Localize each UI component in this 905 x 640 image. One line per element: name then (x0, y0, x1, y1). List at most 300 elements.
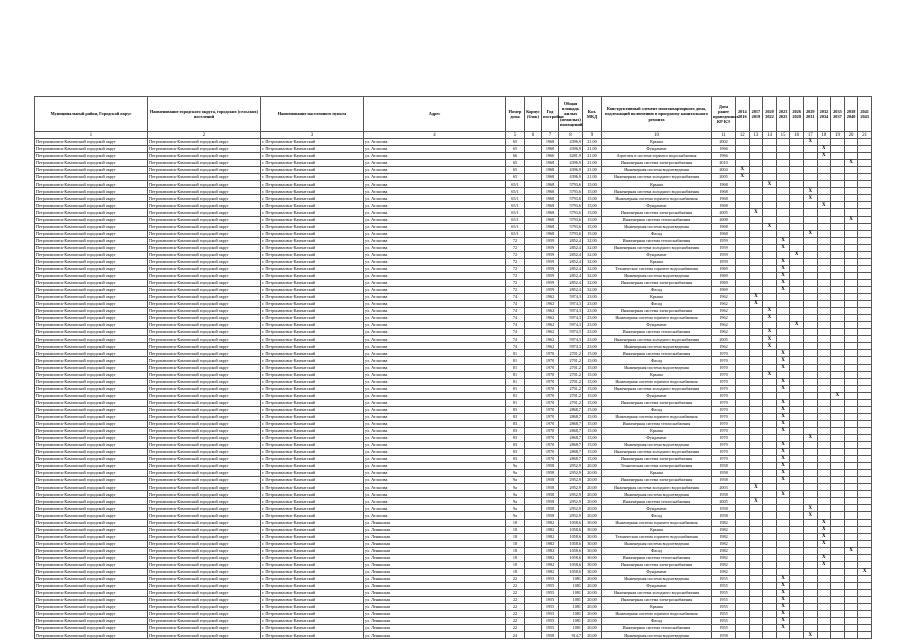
period-cell (817, 265, 831, 272)
settlement-cell: Петропавловск-Камчатский городской округ (148, 343, 261, 350)
element-cell: Фасад (602, 230, 712, 237)
period-cell (749, 512, 763, 519)
period-cell (831, 406, 845, 413)
element-cell: Фундамент (602, 392, 712, 399)
period-cell (763, 604, 777, 611)
period-cell (803, 575, 817, 582)
year-cell: 1955 (542, 625, 559, 632)
element-cell: Инженерная система электроснабжения (602, 561, 712, 568)
period-cell (858, 251, 872, 258)
element-cell: Крыша (602, 258, 712, 265)
locality-cell: г. Петропавловск-Камчатский (261, 540, 364, 547)
year-cell: 1962 (542, 343, 559, 350)
period-cell (790, 427, 804, 434)
period-cell (803, 364, 817, 371)
period-cell (817, 484, 831, 491)
count-cell: 15,00 (583, 181, 602, 188)
period-cell (817, 286, 831, 293)
year-cell: 1962 (542, 322, 559, 329)
block-cell (525, 604, 542, 611)
period-cell (736, 294, 750, 301)
period-cell (736, 258, 750, 265)
period-cell (749, 399, 763, 406)
area-cell: 2868,7 (559, 434, 583, 441)
column-number: 10 (602, 132, 712, 139)
district-cell: Петропавловск-Камчатский городской округ (35, 216, 148, 223)
block-cell (525, 202, 542, 209)
period-mark: X (763, 371, 777, 378)
address-cell: ул. Атласова (364, 209, 506, 216)
period-mark: X (803, 512, 817, 519)
period-cell (831, 512, 845, 519)
period-cell (844, 188, 858, 195)
period-cell (736, 322, 750, 329)
period-cell (790, 139, 804, 146)
prior-date-cell: 1970 (712, 406, 736, 413)
period-cell (844, 357, 858, 364)
year-cell: 1955 (542, 618, 559, 625)
period-cell (749, 477, 763, 484)
house-cell: 65/1 (506, 216, 525, 223)
prior-date-cell: 1968 (712, 181, 736, 188)
district-cell: Петропавловск-Камчатский городской округ (35, 625, 148, 632)
year-cell: 1970 (542, 413, 559, 420)
element-cell: Крыша (602, 181, 712, 188)
district-cell: Петропавловск-Камчатский городской округ (35, 568, 148, 575)
block-cell (525, 597, 542, 604)
period-cell (790, 505, 804, 512)
year-cell: 1962 (542, 315, 559, 322)
house-cell: 65 (506, 167, 525, 174)
house-cell: 9а (506, 505, 525, 512)
period-mark: X (776, 582, 790, 589)
year-cell: 1970 (542, 449, 559, 456)
district-cell: Петропавловск-Камчатский городской округ (35, 343, 148, 350)
period-cell (749, 315, 763, 322)
period-mark: X (803, 434, 817, 441)
locality-cell: г. Петропавловск-Камчатский (261, 526, 364, 533)
address-cell: ул. Атласова (364, 336, 506, 343)
period-cell (858, 244, 872, 251)
locality-cell: г. Петропавловск-Камчатский (261, 308, 364, 315)
period-cell (844, 195, 858, 202)
period-cell (858, 167, 872, 174)
district-cell: Петропавловск-Камчатский городской округ (35, 470, 148, 477)
period-cell (776, 329, 790, 336)
period-cell (790, 286, 804, 293)
period-cell (858, 399, 872, 406)
area-cell: 2701,2 (559, 371, 583, 378)
area-cell: 4396,9 (559, 174, 583, 181)
period-cell (736, 392, 750, 399)
element-cell: Фасад (602, 286, 712, 293)
year-cell: 1959 (542, 244, 559, 251)
house-cell: 81 (506, 399, 525, 406)
block-cell (525, 181, 542, 188)
table-row (35, 413, 872, 420)
period-cell (831, 301, 845, 308)
table-row (35, 456, 872, 463)
count-cell: 21,00 (583, 139, 602, 146)
table-row (35, 582, 872, 589)
area-cell: 1081 (559, 597, 583, 604)
district-cell: Петропавловск-Камчатский городской округ (35, 582, 148, 589)
block-cell (525, 470, 542, 477)
period-cell (736, 526, 750, 533)
period-cell (844, 146, 858, 153)
settlement-cell: Петропавловск-Камчатский городской округ (148, 413, 261, 420)
prior-date-cell: 2005 (712, 174, 736, 181)
block-cell (525, 223, 542, 230)
period-cell (763, 533, 777, 540)
column-number: 15 (776, 132, 790, 139)
period-mark: X (776, 378, 790, 385)
period-cell (776, 512, 790, 519)
column-number-row (35, 132, 872, 139)
period-cell (858, 519, 872, 526)
year-cell: 1970 (542, 456, 559, 463)
period-cell (736, 378, 750, 385)
period-cell (831, 209, 845, 216)
period-cell (844, 167, 858, 174)
settlement-cell: Петропавловск-Камчатский городской округ (148, 195, 261, 202)
block-cell (525, 244, 542, 251)
header-address: Адрес (364, 97, 506, 132)
period-cell (844, 470, 858, 477)
period-cell (844, 442, 858, 449)
prior-date-cell: 1968 (712, 195, 736, 202)
house-cell: 65 (506, 139, 525, 146)
district-cell: Петропавловск-Камчатский городской округ (35, 364, 148, 371)
period-cell (749, 420, 763, 427)
locality-cell: г. Петропавловск-Камчатский (261, 533, 364, 540)
district-cell: Петропавловск-Камчатский городской округ (35, 350, 148, 357)
prior-date-cell: 1955 (712, 618, 736, 625)
period-cell (736, 230, 750, 237)
address-cell: ул. Ленинская (364, 568, 506, 575)
period-mark: X (817, 153, 831, 160)
period-cell (803, 420, 817, 427)
district-cell: Петропавловск-Камчатский городской округ (35, 336, 148, 343)
period-cell (858, 385, 872, 392)
period-cell (858, 301, 872, 308)
area-cell: 5974,3 (559, 308, 583, 315)
period-cell (831, 364, 845, 371)
element-cell: Крыша (602, 604, 712, 611)
period-cell (776, 146, 790, 153)
period-cell (817, 392, 831, 399)
period-cell (749, 336, 763, 343)
area-cell: 5974,3 (559, 315, 583, 322)
period-cell (776, 519, 790, 526)
house-cell: 65/1 (506, 181, 525, 188)
count-cell: 23,00 (583, 308, 602, 315)
period-cell (763, 251, 777, 258)
period-cell (817, 181, 831, 188)
district-cell: Петропавловск-Камчатский городской округ (35, 618, 148, 625)
table-row (35, 392, 872, 399)
year-cell: 1962 (542, 301, 559, 308)
locality-cell: г. Петропавловск-Камчатский (261, 258, 364, 265)
year-cell: 1968 (542, 223, 559, 230)
period-cell (858, 575, 872, 582)
period-cell (736, 561, 750, 568)
year-cell: 1968 (542, 167, 559, 174)
block-cell (525, 611, 542, 618)
block-cell (525, 427, 542, 434)
period-cell (749, 223, 763, 230)
period-cell (858, 265, 872, 272)
period-cell (736, 385, 750, 392)
period-cell (736, 265, 750, 272)
period-cell (817, 442, 831, 449)
year-cell: 1970 (542, 434, 559, 441)
period-cell (749, 392, 763, 399)
period-cell (776, 371, 790, 378)
locality-cell: г. Петропавловск-Камчатский (261, 568, 364, 575)
period-cell (831, 244, 845, 251)
table-row (35, 399, 872, 406)
period-cell (803, 209, 817, 216)
element-cell: Инженерная система горячего водоснабжения (602, 519, 712, 526)
block-cell (525, 251, 542, 258)
table-row (35, 153, 872, 160)
house-cell: 65/1 (506, 209, 525, 216)
count-cell: 15,00 (583, 371, 602, 378)
period-cell (844, 554, 858, 561)
header-period: 2038 2040 (844, 97, 858, 132)
period-cell (831, 449, 845, 456)
period-cell (790, 181, 804, 188)
district-cell: Петропавловск-Камчатский городской округ (35, 540, 148, 547)
district-cell: Петропавловск-Камчатский городской округ (35, 139, 148, 146)
district-cell: Петропавловск-Камчатский городской округ (35, 420, 148, 427)
period-cell (817, 188, 831, 195)
house-cell: 22 (506, 625, 525, 632)
period-mark: X (749, 294, 763, 301)
period-cell (790, 582, 804, 589)
period-cell (736, 477, 750, 484)
period-cell (844, 519, 858, 526)
count-cell: 15,00 (583, 420, 602, 427)
block-cell (525, 392, 542, 399)
settlement-cell: Петропавловск-Камчатский городской округ (148, 139, 261, 146)
period-cell (776, 167, 790, 174)
prior-date-cell: 1970 (712, 392, 736, 399)
element-cell: Инженерная система холодного водоснабжения (602, 188, 712, 195)
element-cell: Инженерная система водоотведения (602, 491, 712, 498)
period-cell (831, 216, 845, 223)
period-cell (803, 625, 817, 632)
table-row (35, 237, 872, 244)
count-cell: 15,00 (583, 364, 602, 371)
period-cell (763, 611, 777, 618)
district-cell: Петропавловск-Камчатский городской округ (35, 153, 148, 160)
block-cell (525, 568, 542, 575)
period-cell (790, 223, 804, 230)
prior-date-cell: 1962 (712, 322, 736, 329)
address-cell: ул. Атласова (364, 399, 506, 406)
period-cell (749, 371, 763, 378)
prior-date-cell: 1970 (712, 456, 736, 463)
count-cell: 20,00 (583, 470, 602, 477)
locality-cell: г. Петропавловск-Камчатский (261, 632, 364, 639)
element-cell: Фасад (602, 357, 712, 364)
period-cell (749, 244, 763, 251)
period-cell (736, 533, 750, 540)
area-cell: 5793,6 (559, 202, 583, 209)
period-cell (749, 265, 763, 272)
settlement-cell: Петропавловск-Камчатский городской округ (148, 526, 261, 533)
period-cell (749, 237, 763, 244)
house-cell: 81 (506, 371, 525, 378)
prior-date-cell: 1968 (712, 223, 736, 230)
locality-cell: г. Петропавловск-Камчатский (261, 216, 364, 223)
period-cell (858, 230, 872, 237)
area-cell: 5793,6 (559, 181, 583, 188)
element-cell: Крыша (602, 371, 712, 378)
period-cell (803, 618, 817, 625)
address-cell: ул. Атласова (364, 434, 506, 441)
period-cell (749, 554, 763, 561)
count-cell: 30,00 (583, 533, 602, 540)
count-cell: 20,00 (583, 582, 602, 589)
table-row (35, 385, 872, 392)
period-cell (749, 533, 763, 540)
address-cell: ул. Ленинская (364, 625, 506, 632)
house-cell: 74 (506, 336, 525, 343)
block-cell (525, 420, 542, 427)
block-cell (525, 484, 542, 491)
period-cell (790, 174, 804, 181)
block-cell (525, 237, 542, 244)
period-cell (831, 237, 845, 244)
period-cell (736, 279, 750, 286)
district-cell: Петропавловск-Камчатский городской округ (35, 406, 148, 413)
period-cell (763, 322, 777, 329)
period-mark: X (736, 167, 750, 174)
period-cell (817, 315, 831, 322)
period-cell (844, 153, 858, 160)
table-row (35, 540, 872, 547)
settlement-cell: Петропавловск-Камчатский городской округ (148, 258, 261, 265)
element-cell: Фундамент (602, 146, 712, 153)
period-cell (749, 357, 763, 364)
table-row (35, 357, 872, 364)
period-cell (844, 456, 858, 463)
period-cell (803, 216, 817, 223)
year-cell: 1970 (542, 364, 559, 371)
period-cell (858, 498, 872, 505)
period-cell (858, 202, 872, 209)
block-cell (525, 301, 542, 308)
period-cell (749, 547, 763, 554)
settlement-cell: Петропавловск-Камчатский городской округ (148, 371, 261, 378)
period-mark: X (776, 575, 790, 582)
period-cell (763, 286, 777, 293)
period-cell (817, 237, 831, 244)
period-cell (803, 427, 817, 434)
house-cell: 24 (506, 632, 525, 639)
address-cell: ул. Атласова (364, 470, 506, 477)
table-row (35, 286, 872, 293)
count-cell: 20,00 (583, 611, 602, 618)
district-cell: Петропавловск-Камчатский городской округ (35, 449, 148, 456)
period-cell (749, 181, 763, 188)
settlement-cell: Петропавловск-Камчатский городской округ (148, 540, 261, 547)
count-cell: 30,00 (583, 568, 602, 575)
period-cell (776, 315, 790, 322)
period-cell (858, 434, 872, 441)
period-cell (736, 590, 750, 597)
district-cell: Петропавловск-Камчатский городской округ (35, 223, 148, 230)
settlement-cell: Петропавловск-Камчатский городской округ (148, 568, 261, 575)
period-cell (776, 561, 790, 568)
area-cell: 5974,3 (559, 336, 583, 343)
period-cell (858, 308, 872, 315)
district-cell: Петропавловск-Камчатский городской округ (35, 561, 148, 568)
district-cell: Петропавловск-Камчатский городской округ (35, 202, 148, 209)
locality-cell: г. Петропавловск-Камчатский (261, 519, 364, 526)
house-cell: 83 (506, 434, 525, 441)
column-number: 6 (525, 132, 542, 139)
prior-date-cell: 1955 (712, 582, 736, 589)
period-cell (831, 456, 845, 463)
block-cell (525, 230, 542, 237)
table-row (35, 258, 872, 265)
period-cell (858, 216, 872, 223)
locality-cell: г. Петропавловск-Камчатский (261, 604, 364, 611)
period-cell (803, 251, 817, 258)
table-row (35, 442, 872, 449)
year-cell: 1959 (542, 272, 559, 279)
block-cell (525, 350, 542, 357)
locality-cell: г. Петропавловск-Камчатский (261, 146, 364, 153)
period-cell (776, 434, 790, 441)
period-cell (776, 540, 790, 547)
block-cell (525, 378, 542, 385)
column-number: 18 (817, 132, 831, 139)
district-cell: Петропавловск-Камчатский городской округ (35, 590, 148, 597)
period-cell (858, 378, 872, 385)
period-mark: X (776, 597, 790, 604)
period-cell (817, 371, 831, 378)
settlement-cell: Петропавловск-Камчатский городской округ (148, 442, 261, 449)
prior-date-cell: 2003 (712, 484, 736, 491)
prior-date-cell: 1959 (712, 251, 736, 258)
table-row (35, 477, 872, 484)
year-cell: 1955 (542, 604, 559, 611)
period-cell (749, 146, 763, 153)
settlement-cell: Петропавловск-Камчатский городской округ (148, 399, 261, 406)
period-cell (749, 561, 763, 568)
prior-date-cell: 1970 (712, 385, 736, 392)
settlement-cell: Петропавловск-Камчатский городской округ (148, 484, 261, 491)
address-cell: ул. Атласова (364, 498, 506, 505)
year-cell: 1968 (542, 230, 559, 237)
house-cell: 81 (506, 350, 525, 357)
house-cell: 22 (506, 590, 525, 597)
house-cell: 9а (506, 477, 525, 484)
address-cell: ул. Атласова (364, 505, 506, 512)
table-row (35, 498, 872, 505)
period-cell (749, 167, 763, 174)
settlement-cell: Петропавловск-Камчатский городской округ (148, 463, 261, 470)
period-cell (736, 618, 750, 625)
period-cell (817, 343, 831, 350)
table-row (35, 315, 872, 322)
house-cell: 22 (506, 597, 525, 604)
